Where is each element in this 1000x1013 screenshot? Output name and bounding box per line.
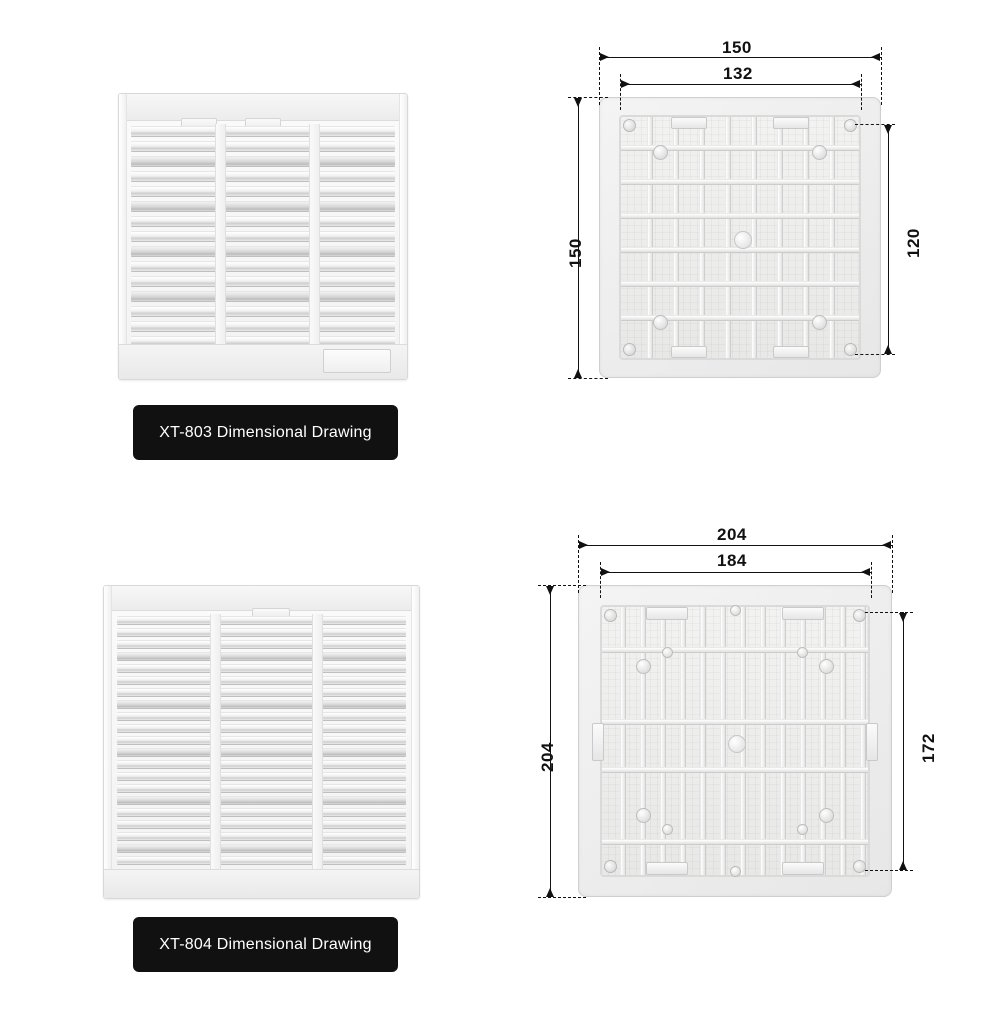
retainer-clip-top-right [773, 117, 809, 129]
louver-rib [210, 614, 221, 870]
extension-line [568, 378, 608, 379]
louver-slat [117, 856, 407, 865]
product-block-xt-804 [0, 500, 1000, 1013]
louver-slat [117, 664, 407, 673]
arrow-head [574, 369, 582, 378]
mounting-screw-small [797, 647, 808, 658]
retainer-clip-top-left [671, 117, 707, 129]
grid-bar-vertical [829, 117, 835, 358]
mounting-screw [653, 145, 668, 160]
grid-bar-horizontal [621, 213, 859, 219]
arrow-head [574, 98, 582, 107]
louver-left-edge [104, 586, 112, 898]
louver-slat [117, 808, 407, 817]
louver-right-edge [399, 94, 407, 379]
arrow-head [871, 53, 880, 61]
dimension-line-cutout-height [888, 124, 889, 354]
louver-slat [131, 276, 396, 287]
dimension-line-overall-height [550, 585, 551, 897]
corner-hole [844, 119, 857, 132]
louver-slat [117, 640, 407, 649]
louver-slat [117, 628, 407, 637]
louver-slat [117, 832, 407, 841]
extension-line [855, 354, 895, 355]
louver-slat [117, 688, 407, 697]
extension-line [871, 562, 872, 598]
mounting-screw [653, 315, 668, 330]
louver-slat-group [104, 614, 419, 870]
grid-bar-horizontal [602, 719, 868, 725]
mounting-screw-small [797, 824, 808, 835]
louver-slat [131, 246, 396, 257]
front-louver-view-xt-804 [103, 585, 418, 897]
extension-line [861, 74, 862, 110]
dimension-line-overall-width [578, 545, 892, 546]
arrow-head [899, 613, 907, 622]
louver-slat [131, 156, 396, 167]
dimension-label-overall-width-204: 204 [717, 525, 747, 544]
louver-slat [131, 216, 396, 227]
louver-slat [117, 676, 407, 685]
mounting-screw [819, 808, 834, 823]
corner-hole [623, 343, 636, 356]
retainer-clip-top-left [646, 607, 688, 620]
dimension-label-cutout-height-172: 172 [919, 733, 938, 763]
mounting-screw [636, 659, 651, 674]
grid-bar-vertical [751, 117, 757, 358]
louver-bottom-frame [104, 869, 419, 898]
retainer-clip-bottom-right [773, 346, 809, 358]
dimension-label-overall-height-204: 204 [538, 742, 557, 772]
caption-xt-803: XT-803 Dimensional Drawing [133, 405, 398, 460]
mounting-screw-small [662, 824, 673, 835]
louver-slat [131, 261, 396, 272]
rear-grid-view-xt-803 [599, 97, 881, 378]
dimension-label-overall-height-150: 150 [566, 238, 585, 268]
side-retainer-right [866, 723, 878, 761]
side-retainer-left [592, 723, 604, 761]
grid-bar-horizontal [602, 647, 868, 653]
rear-filter-area [600, 605, 870, 877]
louver-rib [312, 614, 323, 870]
mounting-screw [819, 659, 834, 674]
retainer-clip-bottom-left [646, 862, 688, 875]
corner-hole [604, 609, 617, 622]
grid-bar-vertical [673, 117, 679, 358]
louver-slat [117, 760, 407, 769]
mounting-screw [812, 315, 827, 330]
dimension-line-cutout-width [600, 572, 871, 573]
louver-slat [131, 186, 396, 197]
corner-hole [623, 119, 636, 132]
louver-slat [131, 291, 396, 302]
louver-slat [131, 321, 396, 332]
grid-bar-vertical [725, 117, 731, 358]
mounting-screw [636, 808, 651, 823]
louver-slat [131, 126, 396, 137]
arrow-head [546, 586, 554, 595]
caption-xt-804: XT-804 Dimensional Drawing [133, 917, 398, 972]
louver-slat [117, 820, 407, 829]
front-louver-view-xt-803 [118, 93, 406, 378]
grid-bar-horizontal [621, 179, 859, 185]
arrow-head [621, 80, 630, 88]
arrow-head [884, 125, 892, 134]
louver-slat [131, 231, 396, 242]
louver-body [103, 585, 420, 899]
center-hub [728, 735, 746, 753]
louver-slat [117, 724, 407, 733]
louver-slat-group [119, 124, 407, 345]
dimension-label-cutout-width-184: 184 [717, 551, 747, 570]
louver-latch [323, 349, 391, 373]
louver-slat [117, 748, 407, 757]
grid-bar-vertical [803, 117, 809, 358]
louver-body [118, 93, 408, 380]
louver-top-frame [119, 94, 407, 121]
bottom-center-hole [730, 866, 741, 877]
dimension-line-cutout-width [620, 84, 861, 85]
louver-right-edge [411, 586, 419, 898]
grid-bar-horizontal [621, 281, 859, 287]
product-block-xt-803 [0, 0, 1000, 500]
retainer-clip-bottom-left [671, 346, 707, 358]
dimension-label-overall-width-150: 150 [722, 38, 752, 57]
louver-rib [215, 124, 226, 345]
grid-bar-horizontal [602, 767, 868, 773]
arrow-head [899, 861, 907, 870]
louver-slat [117, 844, 407, 853]
arrow-head [546, 888, 554, 897]
louver-slat [117, 700, 407, 709]
louver-slat [117, 772, 407, 781]
louver-slat [131, 171, 396, 182]
arrow-head [579, 541, 588, 549]
louver-slat [117, 712, 407, 721]
louver-slat [131, 141, 396, 152]
extension-line [881, 47, 882, 105]
arrow-head [861, 568, 870, 576]
corner-hole [853, 609, 866, 622]
louver-slat [117, 616, 407, 625]
rear-grid-view-xt-804 [578, 585, 892, 897]
dimension-line-cutout-height [903, 612, 904, 870]
arrow-head [884, 345, 892, 354]
dimension-label-cutout-height-120: 120 [904, 228, 923, 258]
louver-slat [117, 784, 407, 793]
extension-line [865, 870, 913, 871]
louver-slat [131, 306, 396, 317]
louver-slat [117, 652, 407, 661]
dimension-label-cutout-width-132: 132 [723, 64, 753, 83]
mounting-screw-small [662, 647, 673, 658]
louver-slat [117, 796, 407, 805]
arrow-head [851, 80, 860, 88]
louver-rib [309, 124, 320, 345]
arrow-head [601, 568, 610, 576]
louver-slat [131, 201, 396, 212]
corner-hole [853, 860, 866, 873]
grid-bar-vertical [699, 117, 705, 358]
extension-line [538, 897, 586, 898]
mounting-screw [812, 145, 827, 160]
louver-left-edge [119, 94, 127, 379]
grid-bar-vertical [777, 117, 783, 358]
arrow-head [882, 541, 891, 549]
center-hub [734, 231, 752, 249]
extension-line [892, 535, 893, 593]
louver-slat [117, 736, 407, 745]
retainer-clip-top-right [782, 607, 824, 620]
corner-hole [604, 860, 617, 873]
top-center-hole [730, 605, 741, 616]
arrow-head [600, 53, 609, 61]
retainer-clip-bottom-right [782, 862, 824, 875]
grid-bar-horizontal [602, 839, 868, 845]
